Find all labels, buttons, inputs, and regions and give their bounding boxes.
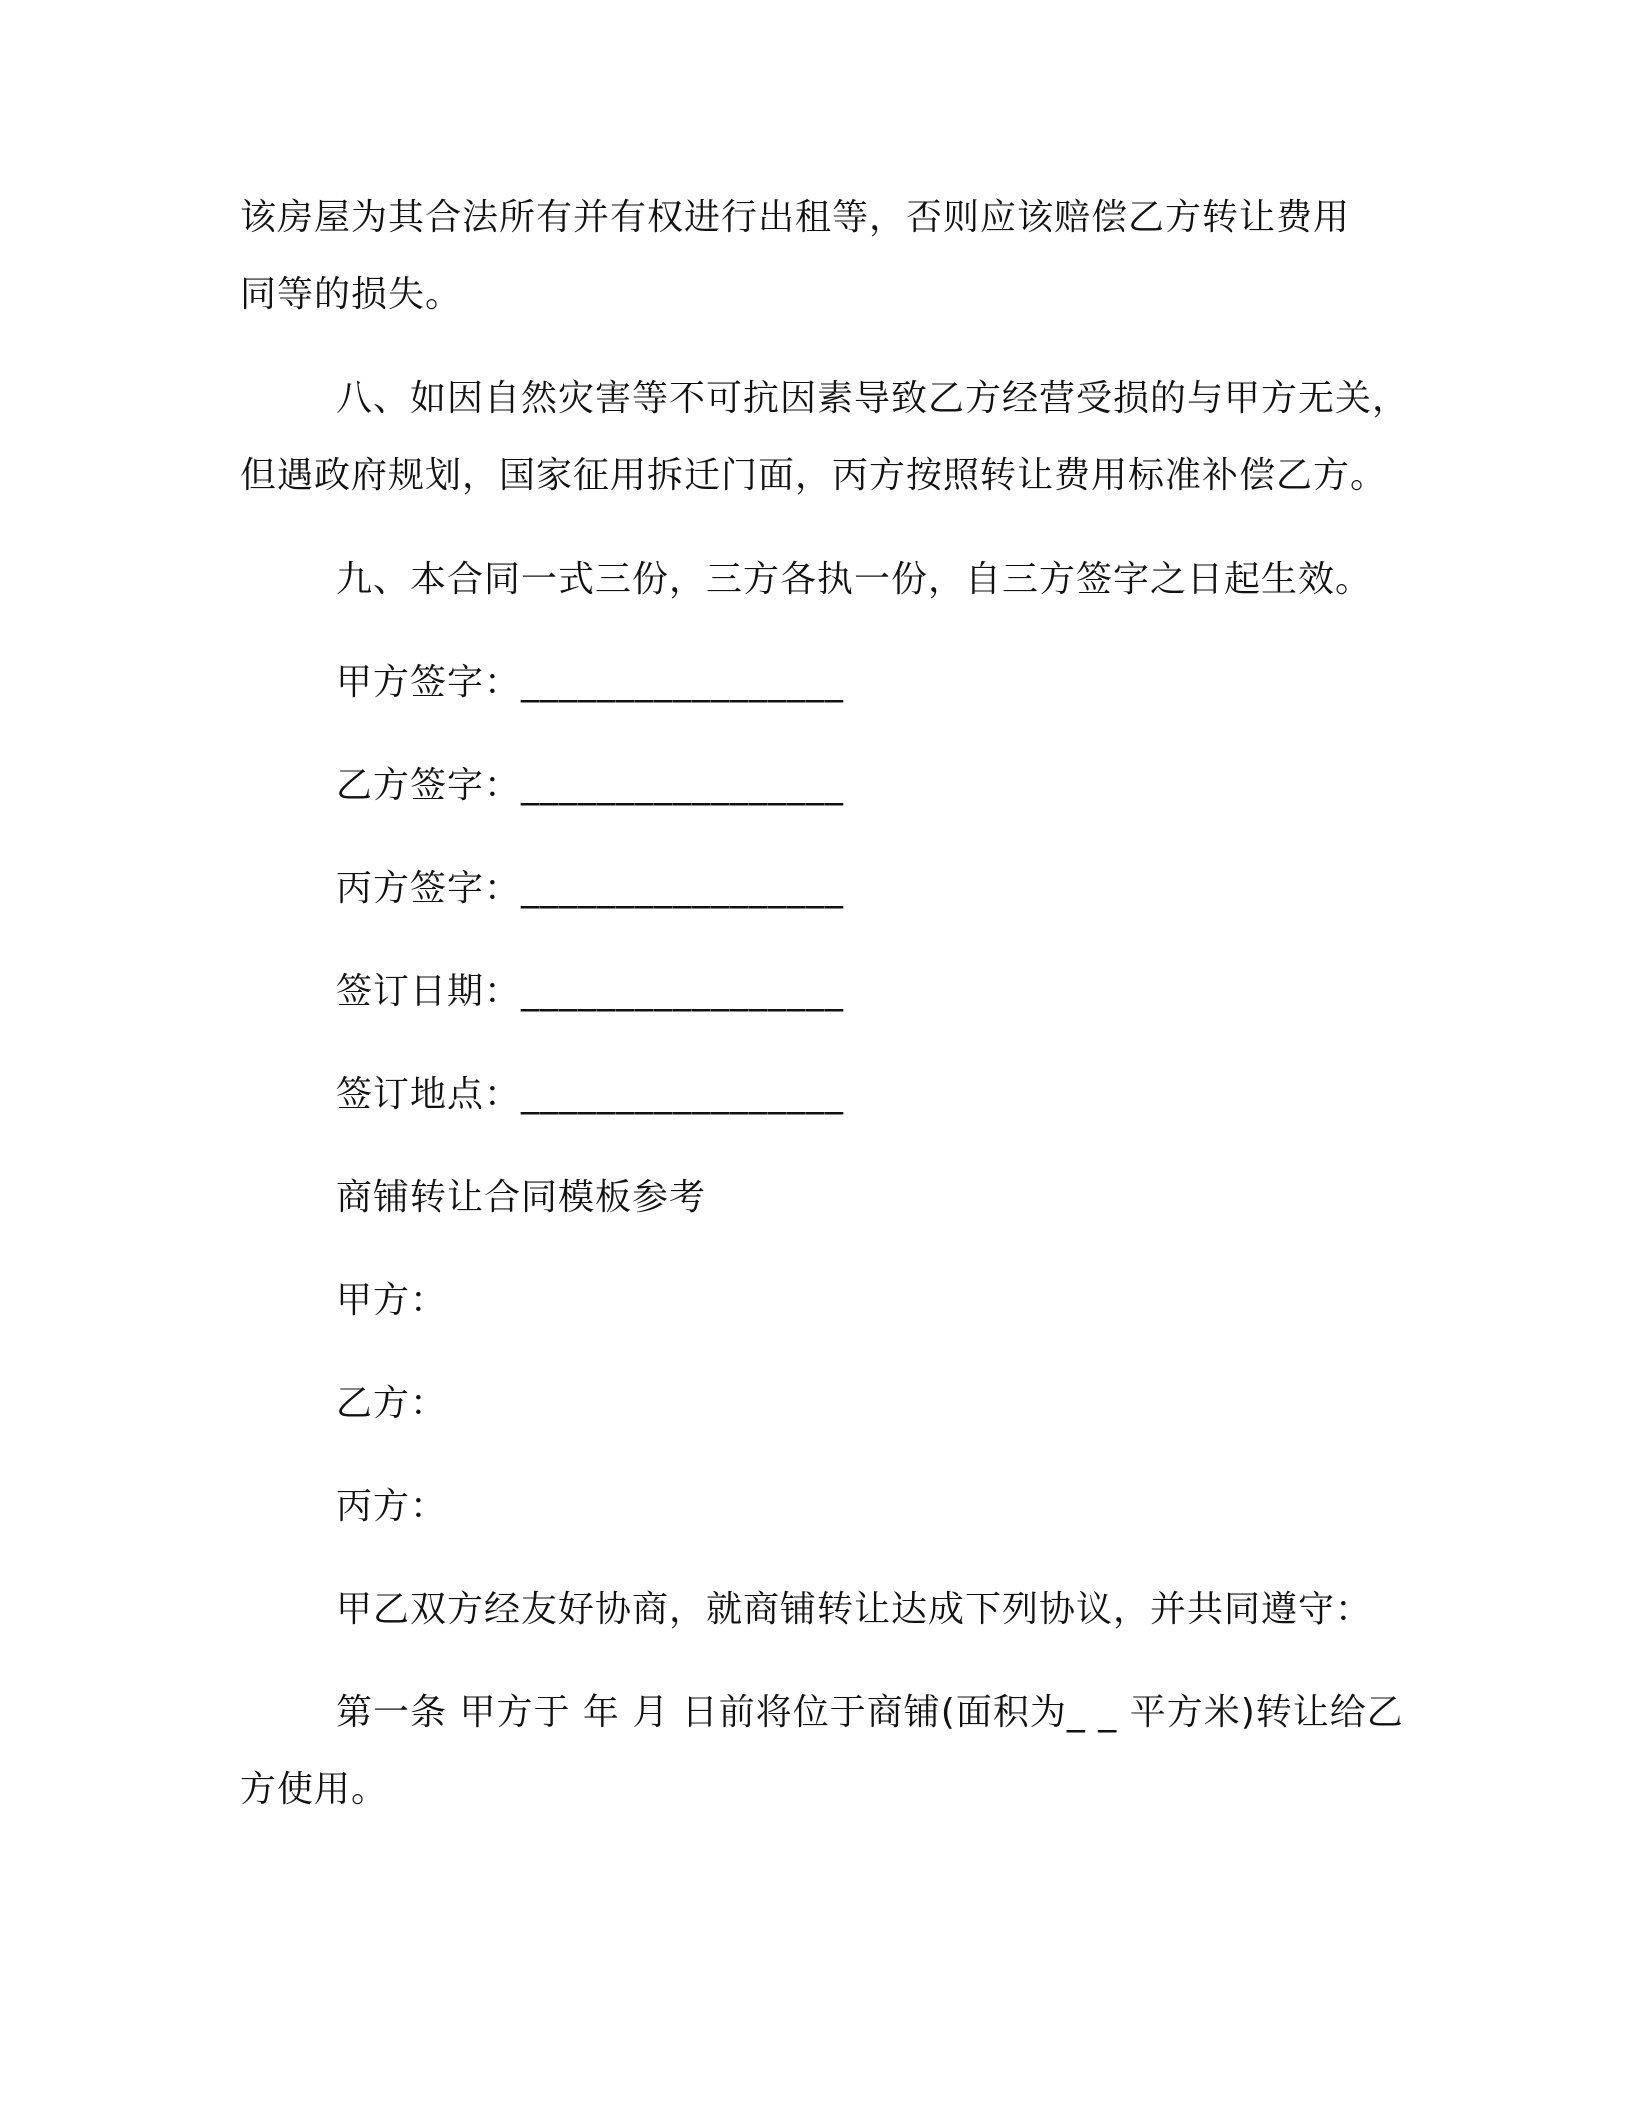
party-a-signature-line: 甲方签字：_________________ <box>336 662 845 703</box>
article-one-line: 方使用。 <box>240 1769 389 1810</box>
party-c-label: 丙方： <box>336 1486 448 1527</box>
clause-eight-line: 但遇政府规划，国家征用拆迁门面，丙方按照转让费用标准补偿乙方。 <box>240 455 1388 496</box>
party-b-label: 乙方： <box>336 1383 448 1424</box>
clause-nine-line: 九、本合同一式三份，三方各执一份，自三方签字之日起生效。 <box>336 559 1373 600</box>
paragraph-line: 该房屋为其合法所有并有权进行出租等，否则应该赔偿乙方转让费用 <box>240 197 1351 238</box>
party-b-signature-line: 乙方签字：_________________ <box>336 765 845 806</box>
paragraph-line: 同等的损失。 <box>240 274 463 315</box>
party-c-signature-line: 丙方签字：_________________ <box>336 868 845 909</box>
section-title: 商铺转让合同模板参考 <box>336 1177 707 1218</box>
article-one-line: 第一条 甲方于 年 月 日前将位于商铺(面积为_ _ 平方米)转让给乙 <box>336 1692 1404 1733</box>
party-a-label: 甲方： <box>336 1280 448 1321</box>
signing-place-line: 签订地点：_________________ <box>336 1074 845 1115</box>
clause-eight-line: 八、如因自然灾害等不可抗因素导致乙方经营受损的与甲方无关， <box>336 378 1410 419</box>
signing-date-line: 签订日期：_________________ <box>336 971 845 1012</box>
agreement-intro-line: 甲乙双方经友好协商，就商铺转让达成下列协议，并共同遵守： <box>336 1589 1373 1630</box>
